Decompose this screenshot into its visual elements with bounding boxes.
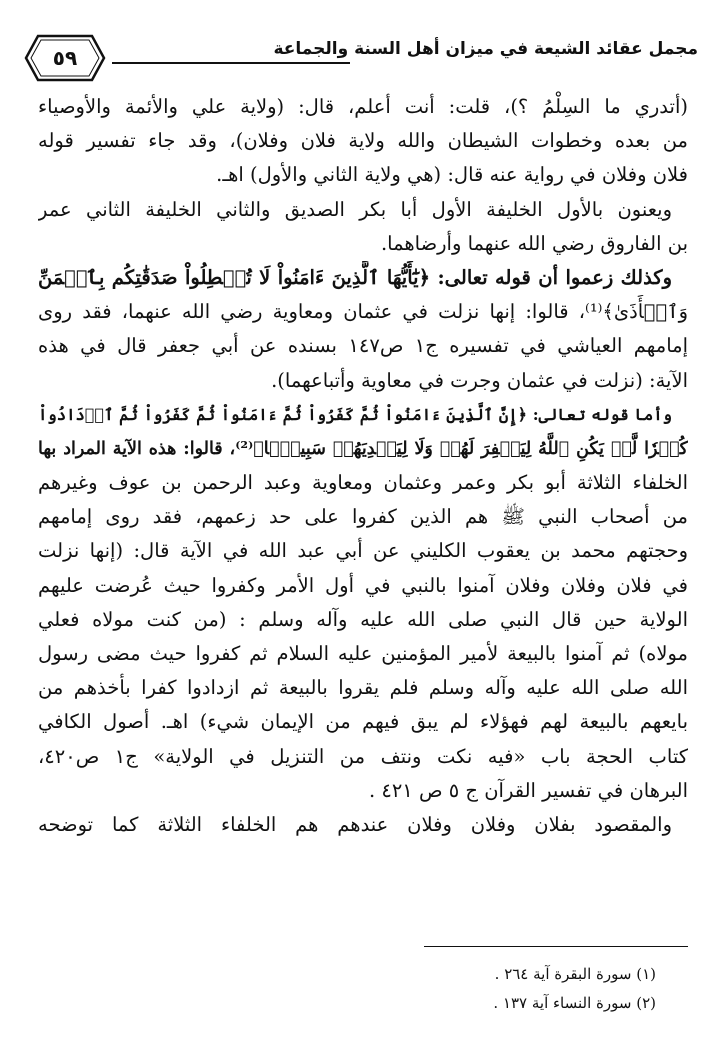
header-rule <box>112 62 350 64</box>
footnote-2: (٢) سورة النساء آية ١٣٧ . <box>493 994 656 1012</box>
text-line: من أصحاب النبي ﷺ هم الذين كفروا على حد زعمهم، فقد روى إمامهم <box>38 505 688 529</box>
text-line: بن الفاروق رضي الله عنهما وأرضاهما. <box>380 231 688 255</box>
footnote-rule <box>424 946 688 947</box>
text-line: البرهان في تفسير القرآن ج ٥ ص ٤٢١ . <box>368 778 688 802</box>
text-line: ويعنون بالأول الخليفة الأول أبا بكر الصديق والثاني الخليفة الثاني عمر <box>38 197 672 221</box>
text-line: فلان وفلان في رواية عنه قال: (هي ولاية الثاني والأول) اهـ. <box>216 163 688 187</box>
text-line: وَٱلۡأَذَىٰ﴾⁽¹⁾، قالوا: إنها نزلت في عثمان ومعاوية رضي الله عنهما، فقد روى <box>38 300 688 324</box>
body-text <box>38 90 688 842</box>
text-line: الولاية حين قال النبي صلى الله عليه وآله وسلم : (من كنت مولاه فعلي <box>38 607 688 631</box>
text-line: (أتدري ما السِلْمُ ؟)، قلت: أنت أعلم، قال: (ولاية علي والأئمة والأوصياء <box>38 95 688 118</box>
page-number-badge <box>24 34 106 82</box>
page-number: ٥٩ <box>52 46 78 70</box>
text-line: مولاه) ثم آمنوا بالبيعة لأمير المؤمنين عليه السلام ثم كفروا حيث مضى رسول <box>38 642 688 665</box>
text-line: في فلان وفلان وفلان آمنوا بالنبي في أول الأمر وكفروا حيث عُرضت عليهم <box>38 573 688 597</box>
text-line: من بعده وخطوات الشيطان والله ولاية فلان وفلان)، وقد جاء تفسير قوله <box>38 129 688 153</box>
text-line: وكذلك زعموا أن قوله تعالى: ﴿يَٰٓأَيُّهَا ٱلَّذِينَ ءَامَنُواْ لَا تُبۡطِلُواْ صَدَقَٰتِكُم بِٱلۡمَنِّ <box>38 265 672 289</box>
text-line: إمامهم العياشي في تفسيره ج١ ص١٤٧ بسنده عن أبي جعفر قال في هذه <box>38 334 688 358</box>
running-header-title: مجمل عقائد الشيعة في ميزان أهل السنة والجماعة <box>273 39 698 59</box>
text-line: الله صلى الله عليه وآله وسلم فلم يقروا بالبيعة ثم ازدادوا كفرا بأخذهم من <box>38 676 688 700</box>
text-line: بايعهم بالبيعة لهم فهؤلاء لم يبق فيهم من الإيمان شيء) اهـ. أصول الكافي <box>38 710 688 734</box>
text-line: كُفۡرٗا لَّمۡ يَكُنِ ٱللَّهُ لِيَغۡفِرَ لَهُمۡ وَلَا لِيَهۡدِيَهُمۡ سَبِيلَۢا﴾⁽²⁾، قالوا: هذه الآية المراد بها <box>38 438 688 459</box>
text-line: الآية: (نزلت في عثمان وجرت في معاوية وأتباعهما). <box>271 368 688 392</box>
text-line: الخلفاء الثلاثة أبو بكر وعمر وعثمان ومعاوية وعبد الرحمن بن عوف وغيرهم <box>38 471 688 495</box>
text-line: والمقصود بفلان وفلان وفلان عندهم هم الخلفاء الثلاثة كما توضحه <box>38 812 672 836</box>
text-line: كتاب الحجة باب «فيه نكت ونتف من التنزيل في الولاية» ج١ ص٤٢٠، <box>38 744 688 768</box>
text-line: وأما قوله تعالى: ﴿إِنَّ ٱلَّذِينَ ءَامَنُواْ ثُمَّ كَفَرُواْ ثُمَّ ءَامَنُواْ ثُمَّ كَفَرُواْ ثُمَّ ٱزۡدَادُواْ <box>38 404 672 424</box>
text-line: وحجتهم محمد بن يعقوب الكليني عن أبي عبد الله في الآية قال: (إنها نزلت <box>38 539 688 563</box>
footnote-1: (١) سورة البقرة آية ٢٦٤ . <box>494 965 656 983</box>
